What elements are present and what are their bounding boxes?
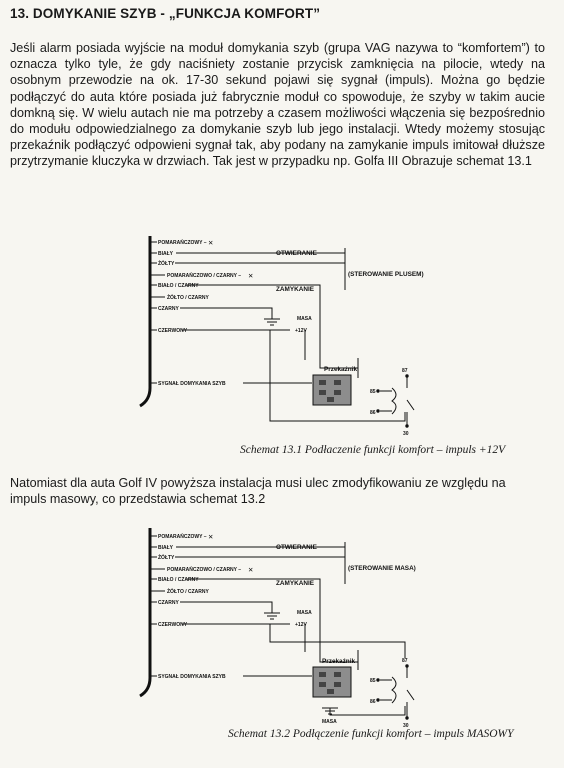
wiring-diagram-1	[0, 228, 564, 443]
label-otwieranie: OTWIERANIE	[276, 250, 317, 257]
pin-87: 87	[402, 368, 408, 374]
label-przekaznik: Przekaźnik	[324, 366, 358, 373]
label-sterowanie: (STEROWANIE MASA)	[348, 565, 416, 572]
pin-30: 30	[403, 723, 409, 729]
pin-30-dot	[405, 716, 408, 719]
x-mark-1: ✕	[208, 240, 214, 247]
x-mark-2: ✕	[248, 273, 254, 280]
pin-87-dot	[405, 374, 408, 377]
wire-pomaranczowy-czarny: POMARAŃCZOWO / CZARNY –	[167, 567, 242, 573]
wire-czarny: CZARNY	[158, 600, 179, 606]
wire-bialy-czarny: BIAŁO / CZARNY	[158, 577, 199, 583]
wire-zolty: ŻÓŁTY	[158, 555, 175, 561]
harness-bus	[140, 236, 150, 406]
label-zamykanie: ZAMYKANIE	[276, 580, 314, 587]
pin-86: 86	[370, 699, 376, 705]
wiring-diagram-2	[0, 522, 564, 732]
label-sterowanie: (STEROWANIE PLUSEM)	[348, 271, 424, 278]
wire-bialy-czarny: BIAŁO / CZARNY	[158, 283, 199, 289]
pin-87-dot	[405, 664, 408, 667]
wire-bialy: BIAŁY	[158, 545, 173, 551]
wire-sygnal: SYGNAŁ DOMYKANIA SZYB	[158, 674, 226, 680]
x-mark-2: ✕	[248, 567, 254, 574]
wire-czerwony: CZERWONY	[158, 328, 188, 334]
pin-86-dot	[376, 409, 379, 412]
pin-87: 87	[402, 658, 408, 664]
x-mark-1: ✕	[208, 534, 214, 541]
wire-czerwony: CZERWONY	[158, 622, 188, 628]
label-masa-bottom: MASA	[322, 719, 337, 725]
caption-schemat-2: Schemat 13.2 Podłączenie funkcji komfort – impuls MASOWY	[228, 728, 514, 740]
pin-85: 85	[370, 389, 376, 395]
relay-schematic	[380, 666, 414, 718]
pin-30-dot	[405, 424, 408, 427]
wire-pomaranczowy: POMARAŃCZOWY –	[158, 534, 207, 540]
label-plus12v: +12V	[295, 328, 307, 334]
wire-zolty-czarny: ŻÓŁTO / CZARNY	[167, 295, 209, 301]
relay-schematic	[380, 376, 414, 426]
caption-schemat-1: Schemat 13.1 Podłaczenie funkcji komfort – impuls +12V	[240, 444, 506, 456]
wire-pomaranczowy-czarny: POMARAŃCZOWO / CZARNY –	[167, 273, 242, 279]
pin-86: 86	[370, 410, 376, 416]
label-masa: MASA	[297, 316, 312, 322]
harness-bus	[140, 528, 150, 696]
pin-85-dot	[376, 678, 379, 681]
ground-symbol	[264, 319, 280, 325]
wire-bialy: BIAŁY	[158, 251, 173, 257]
wire-zolty-czarny: ŻÓŁTO / CZARNY	[167, 589, 209, 595]
ground-symbol	[264, 613, 280, 619]
label-plus12v: +12V	[295, 622, 307, 628]
pin-85: 85	[370, 678, 376, 684]
pin-85-dot	[376, 389, 379, 392]
label-przekaznik: Przekaźnik	[322, 658, 356, 665]
label-masa: MASA	[297, 610, 312, 616]
pin-86-dot	[376, 698, 379, 701]
wire-zolty: ŻÓŁTY	[158, 261, 175, 267]
intro-paragraph: Jeśli alarm posiada wyjście na moduł domykania szyb (grupa VAG nazywa to “komfortem”) to oznacza tylko tyle, że gdy naciśniety zostanie przycisk zamknięcia na pilocie, wtedy na osobnym przewodzie na ok. 17-30 sekund pojawi się sygnał (impuls). Można go będzie podłączyć do auta które posiada już fabrycznie moduł co spowoduje, że szyby w takim aucie domkną się. W wielu autach nie ma potrzeby a czasem możliwości włączenia się bezpośrednio do modułu odpowiedzialnego za domykanie szyb lub jego instalacji. Wtedy możemy stosując przekaźnik podłączyć odpowieni sygnał tak, aby podany na zamykanie impuls imitował dłuższe przytrzymanie kluczyka w drzwiach. Tak jest w przypadku np. Golfa III Obrazuje schemat 13.1	[10, 41, 545, 169]
pin-30: 30	[403, 431, 409, 437]
label-otwieranie: OTWIERANIE	[276, 544, 317, 551]
wire-sygnal: SYGNAŁ DOMYKANIA SZYB	[158, 381, 226, 387]
wire-pomaranczowy: POMARAŃCZOWY –	[158, 240, 207, 246]
golf4-paragraph: Natomiast dla auta Golf IV powyższa instalacja musi ulec zmodyfikowaniu ze względu na impuls masowy, co przedstawia schemat 13.2	[10, 476, 506, 507]
label-zamykanie: ZAMYKANIE	[276, 286, 314, 293]
section-title: 13. DOMYKANIE SZYB - „FUNKCJA KOMFORT”	[10, 6, 321, 21]
wire-czarny: CZARNY	[158, 306, 179, 312]
